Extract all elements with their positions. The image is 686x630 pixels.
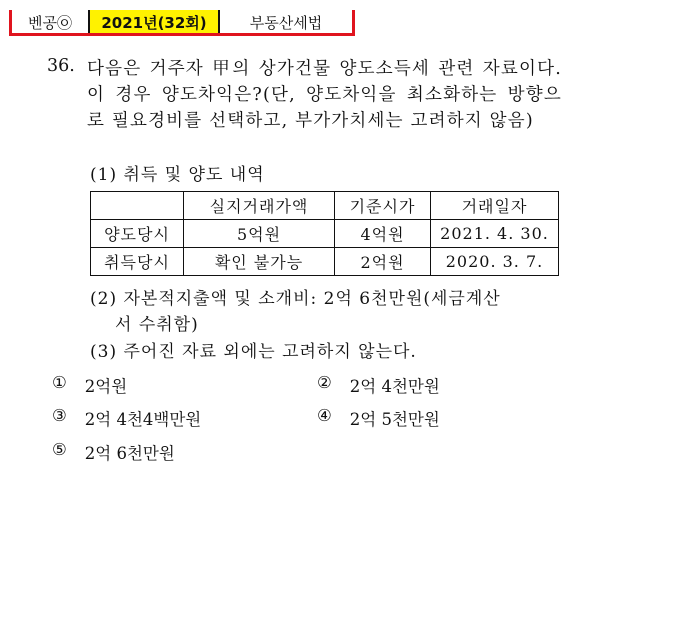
table-cell: 취득당시 [91,248,184,276]
choice-2-mark: ② [317,373,332,392]
choice-3[interactable] [52,406,201,430]
exam-header [9,10,355,35]
choice-1-text: 2억원 [84,377,128,396]
table-header-row [91,192,559,220]
subitem-1: (1) 취득 및 양도 내역 [90,165,265,185]
subitem-2-line1: (2) 자본적지출액 및 소개비: 2억 6천만원(세금계산 [90,289,501,309]
question-number: 36. [47,56,75,76]
table-cell: 확인 불가능 [184,248,335,276]
subitem-2-line2: 서 수취함) [115,315,199,335]
table-row [91,220,559,248]
table-cell: 4억원 [335,220,431,248]
table-cell: 양도당시 [91,220,184,248]
table-row [91,248,559,276]
question-text: 다음은 거주자 甲의 상가건물 양도소득세 관련 자료이다. 이 경우 양도차익은?(단, 양도차익을 최소화하는 방향으로 필요경비를 선택하고, 부가가치세는 고려하지 않음) [87,59,562,131]
table-cell: 2억원 [335,248,431,276]
table-header-cell: 거래일자 [431,192,559,220]
table-header-cell: 기준시가 [335,192,431,220]
header-year: 2021년(32회) [88,10,220,35]
choice-5-mark: ⑤ [52,440,67,459]
table-cell: 5억원 [184,220,335,248]
table-header-cell [91,192,184,220]
choice-4[interactable] [317,406,440,430]
header-subject: 부동산세법 [220,10,355,35]
choice-3-text: 2억 4천4백만원 [84,410,202,429]
choice-1-mark: ① [52,373,67,392]
transaction-table [90,191,559,276]
choice-5[interactable] [52,440,175,464]
choice-1[interactable] [52,373,127,397]
choice-2-text: 2억 4천만원 [349,377,440,396]
subitem-3: (3) 주어진 자료 외에는 고려하지 않는다. [90,342,417,362]
header-underline [9,33,355,36]
table-cell: 2021. 4. 30. [431,220,559,248]
header-brand: 벤공㉧ [9,10,88,35]
table-header-cell: 실지거래가액 [184,192,335,220]
choice-4-text: 2억 5천만원 [349,410,440,429]
choice-3-mark: ③ [52,406,67,425]
choice-2[interactable] [317,373,440,397]
choice-4-mark: ④ [317,406,332,425]
table-cell: 2020. 3. 7. [431,248,559,276]
choice-5-text: 2억 6천만원 [84,444,175,463]
